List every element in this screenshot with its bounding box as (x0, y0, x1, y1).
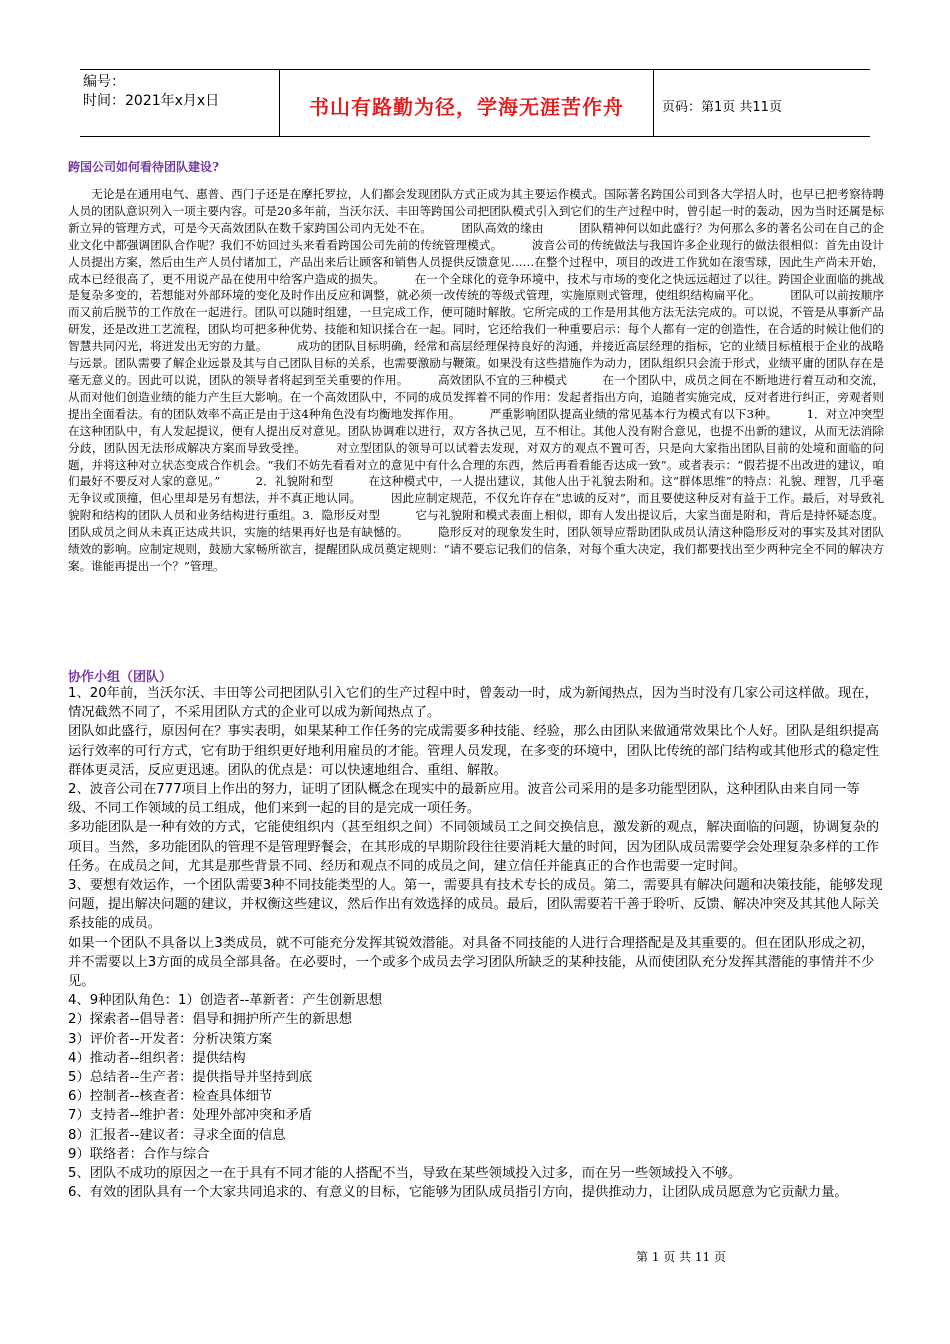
article2-role-item: 4、9种团队角色：1）创造者--革新者：产生创新思想 (68, 993, 383, 1009)
article1-title: 跨国公司如何看待团队建设? (68, 160, 220, 174)
document-header (80, 69, 870, 137)
header-meta (80, 70, 280, 136)
article2-paragraph: 1、20年前，当沃尔沃、丰田等公司把团队引入它们的生产过程中时，曾轰动一时，成为新闻热点，因为当时没有几家公司这样做。现在，情况截然不同了，不采用团队方式的企业可以成为新闻热点了。 (68, 686, 878, 721)
article2-role-item: 8）汇报者--建议者：寻求全面的信息 (68, 1127, 286, 1143)
header-time-label: 时间：2021年x月x日 (83, 93, 220, 109)
article2-role-item: 2）探索者--倡导者：倡导和拥护所产生的新思想 (68, 1012, 352, 1028)
article2-role-item: 6）控制者--核查者：检查具体细节 (68, 1089, 273, 1105)
header-number-label: 编号： (83, 74, 125, 90)
article1-body: 无论是在通用电气、惠普、西门子还是在摩托罗拉，人们都会发现团队方式正成为其主要运作模式。国际著名跨国公司到各大学招人时，也早已把考察待聘人员的团队意识列入一项主要内容。可是20多年前，当沃尔沃、丰田等跨国公司把团队模式引入到它们的生产过程中时，曾引起一时的轰动，因为当时还属是标新立异的管理方式，可是今天高效团队在数千家跨国公司内无处不在。 团队高效的缘由 团队精神何以如此盛行？为何那么多的著名公司在自己的企业文化中都强调团队合作呢？我们不妨回过头来看看跨国公司先前的传统管理模式。 波音公司的传统做法与我国许多企业现行的做法很相似：首先由设计人员提出方案，然后由生产人员付诸加工，产品出来后让顾客和销售人员提供反馈意见……在整个过程中，项目的改进工作犹如在滚雪球，因此生产尚未开始，成本已经很高了，更不用说产品在使用中给客户造成的损失。 在一个全球化的竞争环境中，技术与市场的变化之快远远超过了以往。跨国企业面临的挑战是复杂多变的，若想能对外部环境的变化及时作出反应和调整，就必须一改传统的等级式管理，实施原则式管理，使组织结构扁平化。 团队可以前按顺序而又前后脱节的工作放在一起进行。团队可以随时组建，一旦完成工作，便可随时解散。它所完成的工作是用其他方法无法完成的。可以说，不管是从事新产品研发，还是改进工艺流程，团队均可把多种优势、技能和知识揉合在一起。同时，它还给我们一种重要启示：每个人都有一定的创造性，在合适的时候让他们的智慧共同闪光，将迸发出无穷的力量。 成功的团队目标明确，经常和高层经理保持良好的沟通，并接近高层经理的指标，它的业绩目标植根于企业的战略与远景。团队需要了解企业远景及其与自己团队目标的关系，也需要激励与鞭策。如果没有这些措施作为动力，团队组织只会流于形式，业绩平庸的团队存在是毫无意义的。因此可以说，团队的领导者将起到至关重要的作用。 高效团队不宜的三种模式 在一个团队中，成员之间在不断地进行着互动和交流，从而对他们创造业绩的能力产生巨大影响。在一个高效团队中，不同的成员发挥着不同的作用：发起者指出方向，追随者实施完成，反对者进行纠正，旁观者则提出全面看法。有的团队效率不高正是由于这4种角色没有均衡地发挥作用。 严重影响团队提高业绩的常见基本行为模式有以下3种。 1．对立冲突型 在这种团队中，有人发起提议，便有人提出反对意见。团队协调难以进行，双方各执己见，互不相让。其他人没有附合意见，也提不出新的建议，从而无法消除分歧，团队因无法形成解决方案而导致受挫。 对立型团队的领导可以试着去发现，对双方的观点不置可否，只是向大家指出团队目前的处境和面临的问题，并将这种对立状态变成合作机会。“我们不妨先看看对立的意见中有什么合理的东西，然后再看看能否达成一致”。或者表示：“假若提不出改进的建议，咱们最好不要反对人家的意见。” 2．礼貌附和型 在这种模式中，一人提出建议，其他人出于礼貌去附和。这“群体思维”的特点：礼貌、理智，几乎毫无争议或顶撞，但心里却是另有想法，并不真正地认同。 因此应制定规范，不仅允许存在“忠诚的反对”，而且要使这种反对有益于工作。最后，对导致礼貌附和结构的团队人员和业务结构进行重组。3．隐形反对型 它与礼貌附和模式表面上相似，即有人发出提议后，大家当面是附和，背后是持怀疑态度。团队成员之间从未真正达成共识，实施的结果再好也是有缺憾的。 隐形反对的现象发生时，团队领导应帮助团队成员认清这种隐形反对的事实及其对团队绩效的影响。应制定规则，鼓励大家畅所欲言，提醒团队成员奠定规则：“请不要忘记我们的信条，对每个重大决定，我们都要找出至少两种完全不同的解决方案。谁能再提出一个？”管理。 (68, 187, 919, 573)
article2-paragraph: 5、团队不成功的原因之一在于具有不同才能的人搭配不当，导致在某些领域投入过多，而在另一些领域投入不够。 (68, 1166, 742, 1182)
article2-paragraph: 2、波音公司在777项目上作出的努力，证明了团队概念在现实中的最新应用。波音公司采用的是多功能型团队，这种团队由来自同一等级、不同工作领域的员工组成，他们来到一起的目的是完成一项任务。 (68, 782, 860, 817)
article2-paragraph: 6、有效的团队具有一个大家共同追求的、有意义的目标，它能够为团队成员指引方向，提供推动力，让团队成员愿意为它贡献力量。 (68, 1185, 848, 1201)
article2-paragraph: 团队如此盛行，原因何在？事实表明，如果某种工作任务的完成需要多种技能、经验，那么由团队来做通常效果比个人好。团队是组织提高运行效率的可行方式，它有助于组织更好地利用雇员的才能。管理人员发现，在多变的环境中，团队比传统的部门结构或其他形式的稳定性群体更灵活，反应更迅速。团队的优点是：可以快速地组合、重组、解散。 (68, 724, 880, 778)
article2-role-item: 3）评价者--开发者：分析决策方案 (68, 1031, 273, 1047)
article2-role-item: 7）支持者--维护者：处理外部冲突和矛盾 (68, 1108, 313, 1124)
page-footer: 第 1 页 共 11 页 (636, 1250, 726, 1264)
header-motto: 书山有路勤为径，学海无涯苦作舟 (280, 70, 654, 136)
article2-body (68, 684, 886, 1202)
article2-paragraph: 如果一个团队不具备以上3类成员，就不可能充分发挥其锐效潜能。对具备不同技能的人进行合理搭配是及其重要的。但在团队形成之初，并不需要以上3方面的成员全部具备。在必要时，一个或多个成员去学习团队所缺乏的某种技能，从而使团队充分发挥其潜能的事情并不少见。 (68, 935, 875, 990)
header-page-info: 页码：第1页 共11页 (662, 99, 782, 115)
article2-paragraph: 多功能团队是一种有效的方式，它能使组织内（甚至组织之间）不同领域员工之间交换信息，激发新的观点，解决面临的问题，协调复杂的项目。当然，多功能团队的管理不是管理野餐会，在其形成的早期阶段往往要消耗大量的时间，因为团队成员需要学会处理复杂多样的工作任务。在成员之间，尤其是那些背景不同、经历和观点不同的成员之间，建立信任并能真正的合作也需要一定时间。 (68, 820, 880, 874)
article2-role-item: 9）联络者：合作与综合 (68, 1146, 210, 1162)
article2-paragraph: 3、要想有效运作，一个团队需要3种不同技能类型的人。第一，需要具有技术专长的成员。第二，需要具有解决问题和决策技能，能够发现问题，提出解决问题的建议，并权衡这些建议，然后作出有效选择的成员。最后，团队需要若干善于聆听、反馈、解决冲突及其其他人际关系技能的成员。 (68, 878, 883, 932)
article2-title: 协作小组（团队） (68, 670, 173, 685)
article2-role-item: 5）总结者--生产者：提供指导并坚持到底 (68, 1070, 313, 1086)
article2-role-item: 4）推动者--组织者：提供结构 (68, 1050, 246, 1066)
